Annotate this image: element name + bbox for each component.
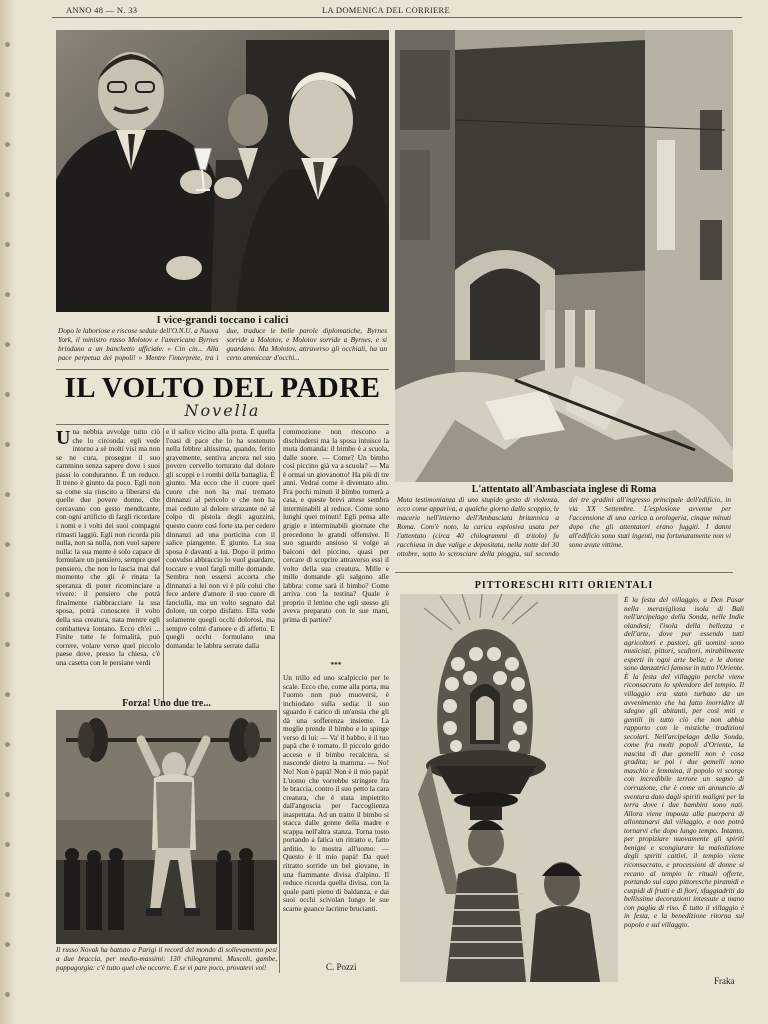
story-subtitle: Novella bbox=[184, 401, 261, 420]
page-edge bbox=[0, 0, 16, 1024]
binding-hole bbox=[5, 492, 10, 497]
binding-hole bbox=[5, 42, 10, 47]
masthead: LA DOMENICA DEL CORRIERE bbox=[322, 5, 451, 15]
binding-hole bbox=[5, 92, 10, 97]
weightlifter-caption: Il russo Novak ha battuto a Parigi il record del mondo di sollevamento pesi a due braccia, per medio-massimi: 130 chilogrammi. Muscoli, gambe, pappagorgia: c'è tutto quel che occorre. E se vi pare poco, provatevi voi! bbox=[56, 946, 277, 972]
section-break: *** bbox=[330, 661, 342, 669]
story-column-1-text: na nebbia avvolge tutto ciò che lo circonda: egli vede intorno a sè molti visi ma non se ne cura, prosegue il suo cammino senza sapere dove i suoi passi lo conduranno. È un reduce. Il treno è giunto da poco. Egli non sa come sia riuscito a liberarsi da quelle due povere donne, che cercavano con gesto mendicante, con ogni artificio di farglì ricordare i nomi e i volti dei suoi compagni rimasti laggiù. Egli non ricorda più nulla, non sa nulla, non vuol sapere nulla: la sua mente è solo capace di formulare un pensiero, sempre quel pensiero, che non lo lascia mai dal momento che gli è rinata la speranza di poter ricominciare a vivere: il pensiero che potrà finalmente riabbracciare la sua sposa, potrà conoscere il volto della sua creatura, nata mentre egli combatteva lontano. Ecco ch'ei ... Finite tutte le formalità, può correre, volare verso quel piccolo paese dove, presso la chiesa, c'è una casetta con le persiane verdi bbox=[56, 428, 160, 667]
story-column-3: commozione non riescono a dischiudersi ma la sposa intuisce la muta domanda: il bimbo è a scuola, dalle suore. — Come? Un bimbo così piccino già va a scuola? — Ma è ormai un giovanotto! Ha più di tre anni. Vedrai come è diventato alto. Fra pochi minuti il bimbo tornerà a casa, e queste brevi attese sembra interminabili al reduce. Come sono lunghi quei minuti! Egli pensa alle grigie e interminabili giornate che precedono le grandi offensive. Il suo sguardo ansioso si volge ai balconi del piccino, quasi per cercare di scoprire attraverso essi il volto della sua creatura. Mille e mille domande gli salgono alle labbra: come sarà il bimbo? Come arriva con la testina? Quale è proprio il lettino che egli stesso gli aveva preparato con le sue mani, prima di partire? bbox=[283, 428, 389, 625]
column-rule bbox=[279, 428, 280, 973]
column-rule bbox=[163, 428, 164, 703]
toast-photo bbox=[56, 30, 389, 312]
binding-hole bbox=[5, 292, 10, 297]
weightlifter-photo-title: Forza! Uno due tre... bbox=[122, 698, 211, 709]
story-column-2: e il salice vicino alla porta. È quella l'oasi di pace che lo ha sostenuto nella febbre altissima, quando, ferito gravemente, sentiva ancora nel suo povero cervello torturato dal dolore gli scoppi e i rombi della battaglia. È giunto. Ma ecco che il cuore quel cuore che non ha mai tremato dinnanzi al pericolo e che non ha mai ceduto al dolore strazante né al colpo di pistola degli aguzzini, questo cuore così forte sta per cedere dinnanzi ad una porticina con il salice piangente. È giunto. La sua sposa è davanti a lui. Dopo il primo convulso abbraccio lo vuol guardare, toccare e vuol farglì mille domande. Sembra non essersi accorta che dinnanzi a lei non vi è più colui che fece ardere d'amore il suo cuore di fanciulla, ma un volto segnato dal dolore, un corpo disfatto. Ella vede solamente quegli occhi dolorosi, ma sempre colmi d'amore e di affetto. E quegli occhi formulano una domanda: le labbra serrate dalla bbox=[166, 428, 275, 650]
binding-hole bbox=[5, 192, 10, 197]
binding-hole bbox=[5, 592, 10, 597]
weightlifter-photo-drawing bbox=[56, 710, 277, 944]
toast-caption: Dopo le laboriose e riscose sedute dell'O.N.U. a Nuova York, il ministro russo Molotov e l'americano Byrnes brindano a un banchetto ufficiale. « Cin cin... Alla pace perpetua dei popoli! » Mentre l'interprete, tra i due, traduce le belle parole diplomatiche, Byrnes sorride a Molotov, e Molotov sorride a Byrnes, e si guardano. Ma Molotov, attraverso gli occhiali, ha un certo ammiccar d'occhi... bbox=[58, 327, 387, 362]
binding-hole bbox=[5, 392, 10, 397]
binding-hole bbox=[5, 892, 10, 897]
binding-hole bbox=[5, 842, 10, 847]
binding-hole bbox=[5, 792, 10, 797]
binding-hole bbox=[5, 942, 10, 947]
story-title: IL VOLTO DEL PADRE bbox=[64, 372, 381, 404]
story-column-1 bbox=[56, 428, 160, 703]
header-rule bbox=[52, 17, 742, 18]
bali-article: È la festa del villaggio, a Den Pasar nella meravigliosa isola di Bali nell'arcipelago della Sonda, nelle Indie olandesi; l'isola della bellezza e dell'arte, dove pur essendo tutti agricoltori e pastori, gli uomini sono musicisti, pittori, scultori, mirabilmente esperti in ogni arte bella; e le donne sono danzatrici famose in tutto l'Oriente. È la festa del villaggio perchè viene riconsacrato lo splendore del tempio. Il villaggio era stato turbato da un avvenimento che ha fatto inorridire di sdegno gli abitanti, per così miti e gentili in tutto ciò che non abbia rapporto con le mistiche tradizioni secolari. Nell'arcipelago della Sonda, come fra molti popoli d'Oriente, la nascita di due gemelli non è cosa gradita; se poi i due gemelli sono maschio e femmina, il popolo vi scorge con incredibile terrore un segno di corruzione, che è come un annuncio di sventura dato dagli spiriti maligni per la terra dove i due bambini sono nati. Allora viene imposta alla puerpera di allontanarsi dal villaggio, e non potrà tornarvi che dopo lungo tempo. Intanto, per propiziare nuovamente gli spiriti benigni e scongiurare la maledizione degli spiriti cattivi, il tempio viene riconsacrato, e processioni di donne si recano al tempio le rituali offerte, portando sul capo pittoresche piramidi e cuspidi di frutti e di fiori, sfaggiadriti da bellissime decorazioni intessute a mano con paglia di riso. È tutto il villaggio è in festa, e la benedizione ritorna sul popolo e sul villaggio. bbox=[624, 596, 744, 929]
binding-hole bbox=[5, 342, 10, 347]
story-column-3-continued: Un trillo ed uno scalpiccio per le scale. Ecco che, come alla porta, ma l'uomo non può muoversi, è inchiodato sulla sedia: il suo sguardo è carico di un'ansia che gli dà una sofferenza insieme. La moglie prende il bimbo e lo spinge verso di lui: — Va' il babbo, è il tuo papà che è tornato. Il piccolo grido acceso e il bimbo recalcitra, si nasconde dietro la mamma. — No! No! Non è papà! Non è il mio papà! L'uomo che vorrebbe stringere fra le braccia, contro il suo petto la cara creatura, che è stata impietrito dall'angoscia per l'accoglienza inaspettata. Ad un tratto il bimbo si stacca dalle gonne della madre e scappa nell'altra stanza. Torna tosto portando a fatica un ritratto e, fatto arditio, lo mostra all'uomo: — Questo è il mio papà! Da quel ritratto sorride un bel giovane, in una fiammante divisa d'alpino. Il reduce ricorda quella divisa, con la quale parti pieno di baldanza, e dai suoi occhi scivolan lungo le sue scarne guance lacrime brucianti. bbox=[283, 674, 389, 913]
binding-hole bbox=[5, 142, 10, 147]
weightlifter-photo bbox=[56, 710, 277, 944]
embassy-caption: Muta testimonianza di uno stupido gesto di violenza, ecco come appariva, a qualche giorno dallo scoppio, le macerie nell'interno dell'Ambasciata britannica a Roma. Com'è noto, la carica esplosiva usata per l'attentato (circa 40 chilogrammi di tritolo) fu racchiusa in due valige e depositata, nella notte del 30 ottobre, sotto lo scrosciare della pioggia, sul secondo dei tre gradini all'ingresso principale dell'edificio, in via XX Settembre. L'esplosione avvenne per l'accensione di una carica a orologeria, cinque minuti dopo che gli attentatori erano fuggiti. I danni all'edificio sono stati ingenti, ma fortunatamente non vi sono avute vittime. bbox=[397, 496, 731, 558]
bali-signature: Fraka bbox=[714, 976, 735, 986]
bali-section-title: PITTORESCHI RITI ORIENTALI bbox=[474, 580, 654, 591]
title-rule-top bbox=[56, 369, 389, 370]
binding-hole bbox=[5, 542, 10, 547]
toast-photo-drawing bbox=[56, 30, 389, 312]
drop-cap: U bbox=[56, 428, 71, 449]
story-author: C. Pozzi bbox=[326, 962, 357, 972]
embassy-photo-drawing bbox=[395, 30, 733, 482]
embassy-photo bbox=[395, 30, 733, 482]
binding-hole bbox=[5, 692, 10, 697]
binding-hole bbox=[5, 642, 10, 647]
binding-hole bbox=[5, 742, 10, 747]
bali-photo bbox=[400, 594, 618, 982]
binding-hole bbox=[5, 992, 10, 997]
issue-number: ANNO 48 — N. 33 bbox=[66, 5, 138, 15]
embassy-photo-title: L'attentato all'Ambasciata inglese di Roma bbox=[471, 484, 657, 495]
toast-photo-title: I vice-grandi toccano i calici bbox=[156, 314, 289, 326]
bali-photo-drawing bbox=[400, 594, 618, 982]
binding-hole bbox=[5, 242, 10, 247]
title-rule-bottom bbox=[56, 424, 389, 425]
binding-hole bbox=[5, 442, 10, 447]
section-rule bbox=[395, 572, 733, 573]
